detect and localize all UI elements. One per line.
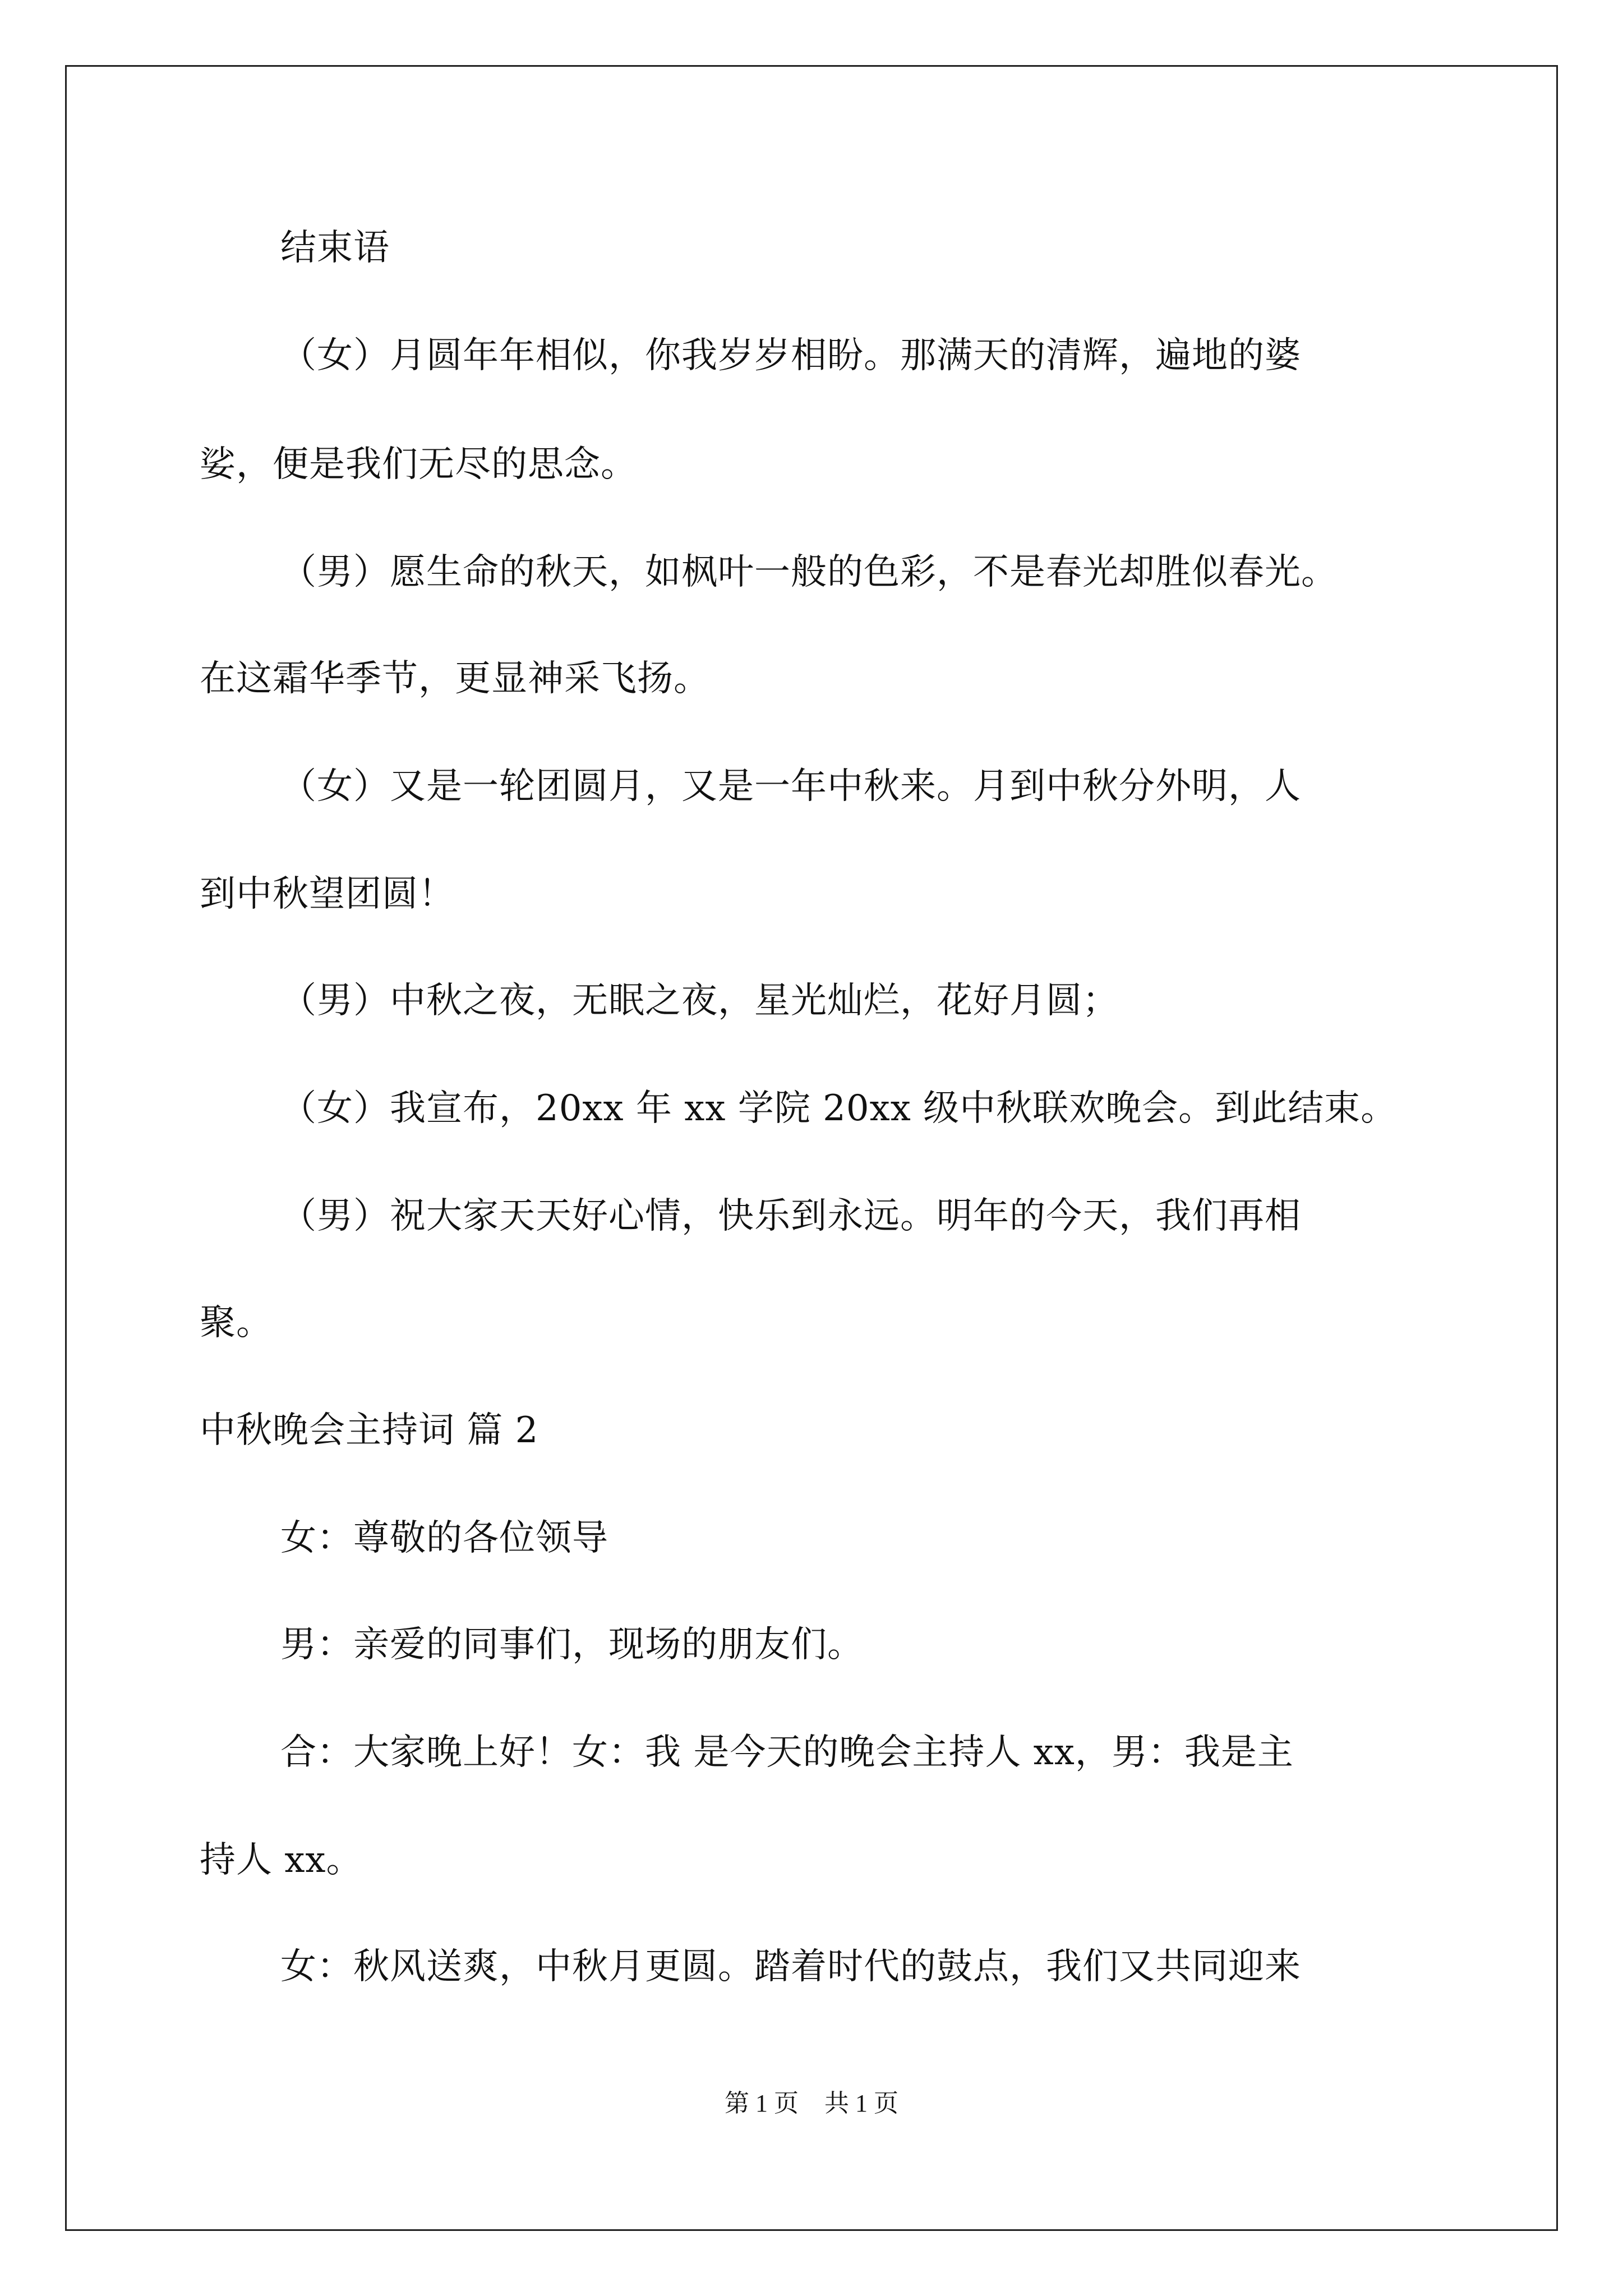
paragraph-line: 女：秋风送爽，中秋月更圆。踏着时代的鼓点，我们又共同迎来 [280,1946,1301,1987]
paragraph-line: 娑，便是我们无尽的思念。 [200,444,637,485]
paragraph-line: 持人 xx。 [200,1839,363,1881]
paragraph-line: 男：亲爱的同事们，现场的朋友们。 [280,1624,864,1665]
paragraph-line: 女：尊敬的各位领导 [280,1517,608,1559]
section-heading-part2: 中秋晚会主持词 篇 2 [200,1410,539,1451]
paragraph-line: （女）又是一轮团圆月，又是一年中秋来。月到中秋分外明，人 [280,766,1301,807]
paragraph-line: 在这霜华季节，更显神采飞扬。 [200,658,710,700]
paragraph-line: 合：大家晚上好！女：我 是今天的晚会主持人 xx，男：我是主 [280,1732,1294,1773]
paragraph-line: （男）中秋之夜，无眠之夜，星光灿烂，花好月圆； [280,980,1119,1022]
paragraph-line: 到中秋望团圆！ [200,873,455,915]
paragraph-line: （女）我宣布，20xx 年 xx 学院 20xx 级中秋联欢晚会。到此结束。 [280,1088,1398,1129]
paragraph-line: 聚。 [200,1302,273,1343]
paragraph-line: （女）月圆年年相似，你我岁岁相盼。那满天的清辉，遍地的婆 [280,335,1301,376]
page-number: 第 1 页 [725,2090,799,2117]
section-heading-closing: 结束语 [280,227,390,269]
page-footer [0,2091,1623,2116]
page-total: 共 1 页 [824,2090,898,2117]
paragraph-line: （男）愿生命的秋天，如枫叶一般的色彩，不是春光却胜似春光。 [280,551,1338,593]
paragraph-line: （男）祝大家天天好心情，快乐到永远。明年的今天，我们再相 [280,1195,1301,1237]
